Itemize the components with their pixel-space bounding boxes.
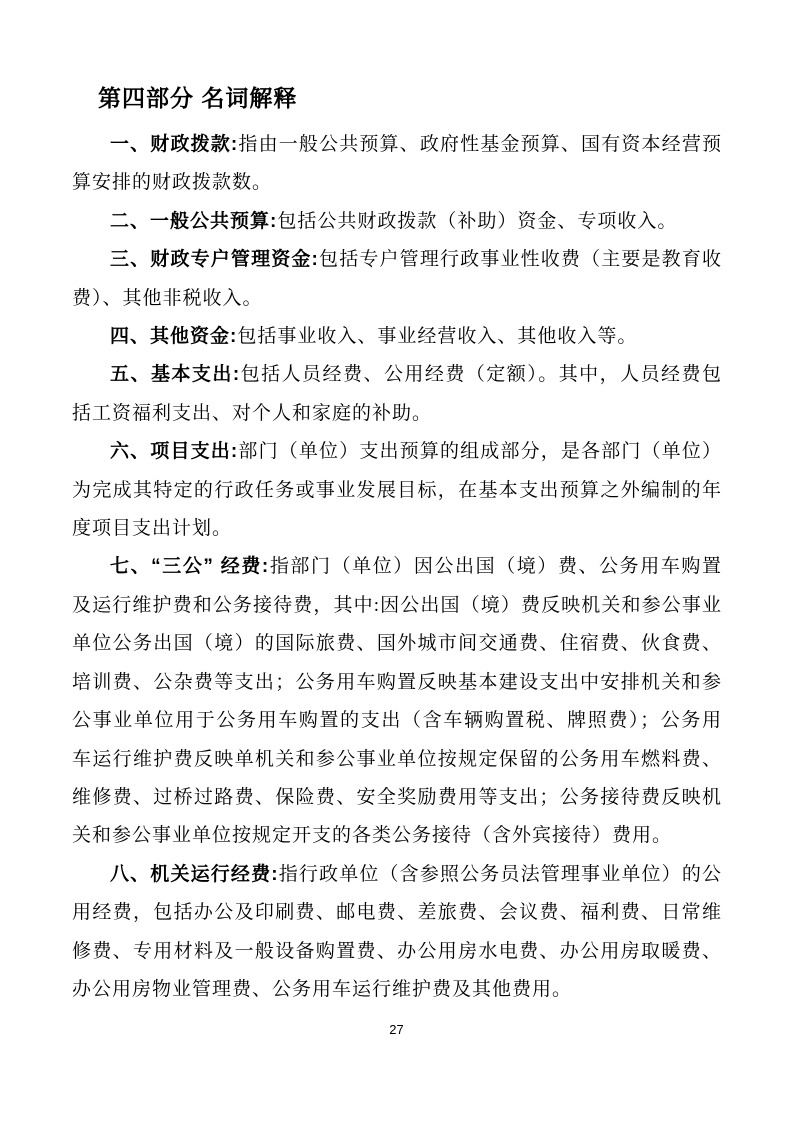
term-paragraph-2 (72, 203, 722, 241)
term-paragraph-5 (72, 356, 722, 433)
section-title: 第四部分 名词解释 (98, 85, 298, 111)
term-body: 包括专户管理行政事业性收费（主要是教育收费）、其他非税收入。 (72, 249, 722, 309)
term-body: 指行政单位（含参照公务员法管理事业单位）的公用经费，包括办公及印刷费、邮电费、差旅费、会议费、福利费、日常维修费、专用材料及一般设备购置费、办公用房水电费、办公用房取暖费、办公用房物业管理费、公务用车运行维护费及其他费用。 (72, 863, 722, 1000)
term-paragraph-6 (72, 433, 722, 548)
term-body: 指由一般公共预算、政府性基金预算、国有资本经营预算安排的财政拨款数。 (72, 134, 722, 194)
document-content (72, 84, 722, 1009)
term-label: 六、项目支出: (110, 441, 239, 463)
term-label: 五、基本支出: (110, 364, 241, 386)
term-paragraph-7 (72, 548, 722, 855)
term-label: 七、“三公” 经费: (110, 556, 270, 578)
term-body: 部门（单位）支出预算的组成部分，是各部门（单位）为完成其特定的行政任务或事业发展目标，在基本支出预算之外编制的年度项目支出计划。 (72, 441, 722, 540)
term-label: 三、财政专户管理资金: (110, 249, 319, 271)
term-paragraph-3 (72, 241, 722, 318)
term-body: 包括公共财政拨款（补助）资金、专项收入。 (277, 210, 678, 232)
term-label: 八、机关运行经费: (110, 863, 279, 885)
term-label: 一、财政拨款: (110, 134, 239, 155)
term-paragraph-8 (72, 856, 722, 1010)
term-label: 四、其他资金: (110, 326, 238, 348)
page-number: 27 (389, 1022, 404, 1037)
term-label: 二、一般公共预算: (110, 210, 278, 232)
term-body: 指部门（单位）因公出国（境）费、公务用车购置及运行维护费和公务接待费，其中:因公出国（境）费反映机关和参公事业单位公务出国（境）的国际旅费、国外城市间交通费、住宿费、伙食费、培训费、公杂费等支出；公务用车购置反映基本建设支出中安排机关和参公事业单位用于公务用车购置的支出（含车辆购置税、牌照费）；公务用车运行维护费反映单机关和参公事业单位按规定保留的公务用车燃料费、维修费、过桥过路费、保险费、安全奖励费用等支出；公务接待费反映机关和参公事业单位按规定开支的各类公务接待（含外宾接待）费用。 (72, 556, 722, 847)
term-body: 包括人员经费、公用经费（定额）。其中，人员经费包括工资福利支出、对个人和家庭的补助。 (72, 364, 722, 424)
term-paragraph-1 (72, 126, 722, 203)
term-paragraph-4 (72, 318, 722, 356)
term-body: 包括事业收入、事业经营收入、其他收入等。 (237, 326, 638, 348)
